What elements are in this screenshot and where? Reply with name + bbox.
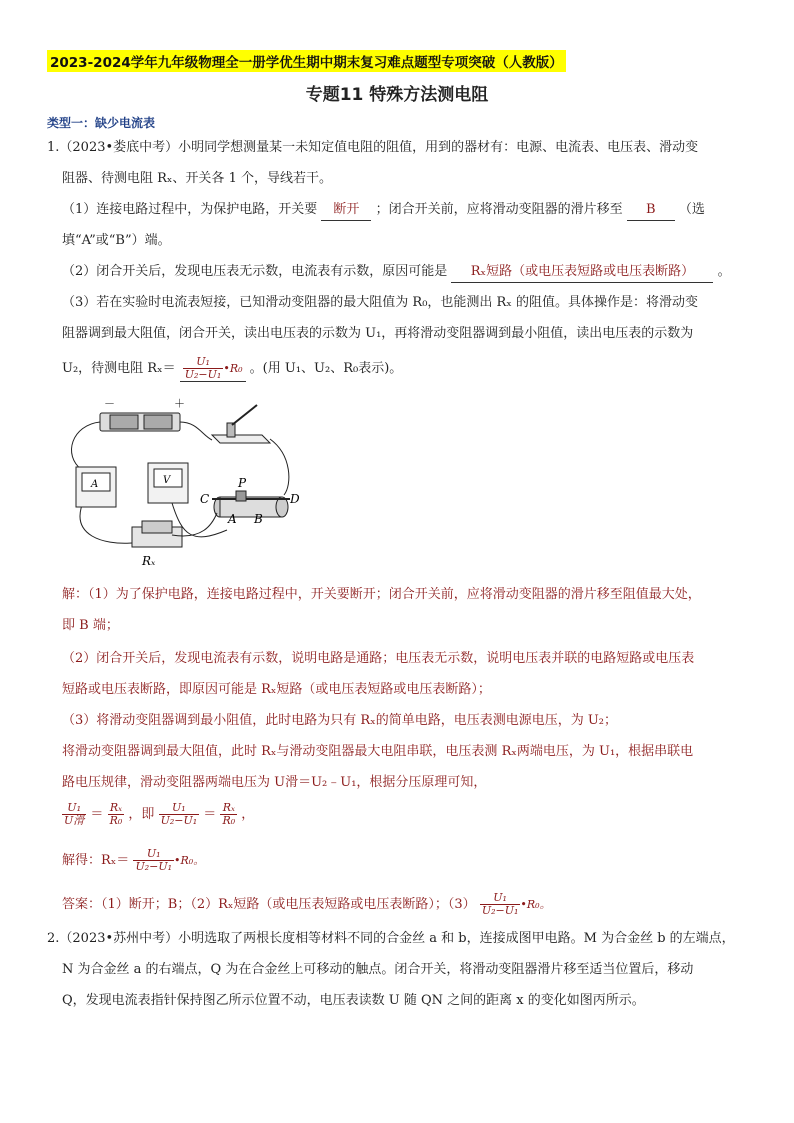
q2-line-1: 2.（2023•苏州中考）小明选取了两根长度相等材料不同的合金丝 a 和 b，连接成图甲电路。M 为合金丝 b 的左端点， xyxy=(47,931,735,946)
q1-line-3-c: （选 xyxy=(678,202,705,217)
q1-line-4: 填“A”或“B”）端。 xyxy=(62,233,171,248)
q1-line-5 xyxy=(62,262,731,283)
q1-line-5-a: （2）闭合开关后，发现电压表无示数，电流表有示数，原因可能是 xyxy=(62,264,448,279)
document-banner: 2023-2024学年九年级物理全一册学优生期中期末复习难点题型专项突破（人教版） xyxy=(47,50,566,72)
voltmeter-label: V xyxy=(163,475,171,486)
answer-line: 答案：（1）断开；B；（2）Rₓ短路（或电压表短路或电压表断路）；（3） $\frac{\text{U₁}}{\text{U₂−U₁}}$ •R₀。 xyxy=(62,891,551,917)
solution-line-9: 解得：Rₓ＝ $\frac{\text{U₁}}{\text{U₂−U₁}}$ •R₀。 xyxy=(62,847,205,873)
terminal-c-label: C xyxy=(200,492,210,506)
q1-line-1: 1.（2023•娄底中考）小明同学想测量某一未知定值电阻的阻值，用到的器材有：电源、电流表、电压表、滑动变 xyxy=(47,140,699,155)
page-title: 专题11 特殊方法测电阻 xyxy=(305,85,489,105)
section-heading: 类型一：缺少电流表 xyxy=(47,116,156,130)
solution-line-3: （2）闭合开关后，发现电流表有示数，说明电路是通路；电压表无示数，说明电压表并联的电路短路或电压表 xyxy=(62,651,695,666)
terminal-d-label: D xyxy=(290,492,300,506)
battery-minus-label: － xyxy=(104,397,115,410)
solution-line-1: 解：（1）为了保护电路，连接电路过程中，开关要断开；闭合开关前，应将滑动变阻器的滑片移至阻值最大处， xyxy=(62,587,701,602)
battery-plus-label: ＋ xyxy=(174,397,185,410)
q2-line-2: N 为合金丝 a 的右端点，Q 为在合金丝上可移动的触点。闭合开关，将滑动变阻器滑片移至适当位置后，移动 xyxy=(62,962,694,977)
terminal-b-label: B xyxy=(254,512,263,526)
q1-line-6: （3）若在实验时电流表短接，已知滑动变阻器的最大阻值为 R₀，也能测出 Rₓ 的阻值。具体操作是：将滑动变 xyxy=(62,295,698,310)
answer-blank-1: 断开 xyxy=(321,200,371,221)
solution-line-5: （3）将滑动变阻器调到最小阻值，此时电路为只有 Rₓ的简单电路，电压表测电源电压，为 U₂； xyxy=(62,713,618,728)
q2-line-3: Q，发现电流表指针保持图乙所示位置不动，电压表读数 U 随 QN 之间的距离 x 的变化如图丙所示。 xyxy=(62,993,645,1008)
q1-line-2: 阻器、待测电阻 Rₓ、开关各 1 个，导线若干。 xyxy=(62,171,332,186)
answer-blank-2: B xyxy=(627,200,675,221)
answer-blank-3: Rₓ短路（或电压表短路或电压表断路） xyxy=(451,262,713,283)
solution-line-8: $\frac{\text{U₁}}{\text{U滑}}$ ＝ $\frac{\text{Rₓ}}{\text{R₀}}$ ，即 $\frac{\text{U₁}}{\text{U₂−U₁}}$ ＝ $\frac{\text{Rₓ}}{\text{R₀}}$ ， xyxy=(64,801,255,827)
answer-blank-4: $\frac{\text{U₁}}{\text{U₂−U₁}}$ •R₀ xyxy=(180,356,246,382)
slider-p-label: P xyxy=(238,476,247,490)
resistor-rx-label: Rₓ xyxy=(142,554,156,568)
solution-line-4: 短路或电压表断路，即原因可能是 Rₓ短路（或电压表短路或电压表断路）； xyxy=(62,682,491,697)
q1-line-8-a: U₂，待测电阻 Rₓ＝ xyxy=(62,361,176,376)
q1-line-3-a: （1）连接电路过程中，为保护电路，开关要 xyxy=(62,202,318,217)
solution-line-2: 即 B 端； xyxy=(62,618,119,633)
q1-line-8-b: 。(用 U₁、U₂、R₀表示)。 xyxy=(249,361,403,376)
q1-line-3 xyxy=(62,200,705,221)
terminal-a-label: A xyxy=(228,512,237,526)
circuit-diagram xyxy=(62,395,312,575)
answer-fraction: $\frac{\text{U₁}}{\text{U₂−U₁}}$ xyxy=(184,355,222,381)
q1-line-3-b: ；闭合开关前，应将滑动变阻器的滑片移至 xyxy=(375,202,623,217)
q1-line-7: 阻器调到最大阻值，闭合开关，读出电压表的示数为 U₁，再将滑动变阻器调到最小阻值，读出电压表的示数为 xyxy=(62,326,694,341)
solution-line-6: 将滑动变阻器调到最大阻值，此时 Rₓ与滑动变阻器最大电阻串联，电压表测 Rₓ两端电压，为 U₁，根据串联电 xyxy=(62,744,694,759)
q1-line-8 xyxy=(62,356,402,382)
q1-line-5-b: 。 xyxy=(717,264,731,279)
solution-line-7: 路电压规律，滑动变阻器两端电压为 U滑＝U₂﹣U₁，根据分压原理可知， xyxy=(62,775,487,790)
ammeter-label: A xyxy=(91,479,99,490)
